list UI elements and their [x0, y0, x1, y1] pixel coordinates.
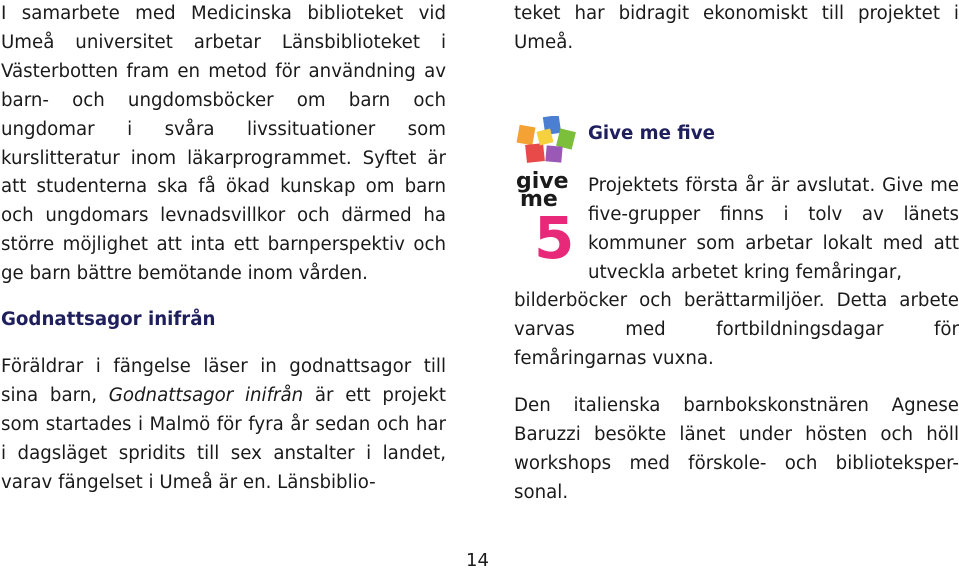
godnattsagor-title-italic: Godnattsagor inifrån — [108, 384, 304, 406]
intro-paragraph: I samarbete med Medicinska biblioteket vid Umeå universitet arbetar Länsbiblioteket i Västerbotten fram en metod för användning av barn- och ungdomsböcker om barn och ungdomar i svåra livssituationer som kurslitteratur inom läkarprogrammet. Syftet är att studenterna ska få ökad kunskap om barn och ungdomars levnadsvillkor och därmed ha större möjlighet att inta ett barnperspektiv och ge barn bättre bemötande inom vården. — [1, 3, 446, 285]
logo-digit-five: 5 — [534, 204, 575, 262]
logo-square-purple — [545, 145, 562, 162]
page-number: 14 — [466, 550, 489, 571]
continuation-paragraph: teket har bidragit ekonomiskt till projektet i Umeå. — [514, 3, 959, 53]
left-column — [1, 0, 446, 498]
right-column — [514, 0, 959, 503]
give-me-five-paragraph-indented: Projektets första år är avslutat. Give me five-grupper finns i tolv av länets kommuner som arbetar lokalt med att utveckla arbetet kring femåringar, — [588, 175, 959, 283]
give-me-five-paragraph-full: bilderböcker och berättarmiljöer. Detta arbete varvas med fortbildningsdagar för femåringarnas vuxna. — [514, 290, 959, 369]
godnattsagor-text-start: Föräldrar i fängelse läser in godnattsagor till sina barn, — [1, 355, 446, 406]
godnattsagor-text-end: är ett projekt som startades i Malmö för fyra år sedan och har i dagsläget spridits till sex anstalter i landet, varav fängelset i Umeå är en. Länsbiblio- — [1, 384, 447, 493]
section-heading-give-me-five: Give me five — [588, 123, 715, 144]
logo-word-give: give — [516, 169, 569, 194]
section-heading-godnattsagor: Godnattsagor inifrån — [1, 309, 216, 331]
agnese-baruzzi-paragraph: Den italienska barnbokskonstnären Agnese Baruzzi besökte länet under hösten och höll workshops med förskole- och biblioteksper-sonal. — [514, 395, 959, 503]
logo-word-me: me — [520, 187, 558, 212]
logo-square-orange — [517, 125, 536, 146]
logo-square-red — [525, 143, 545, 163]
give-me-five-logo — [514, 116, 576, 262]
godnattsagor-paragraph — [1, 353, 446, 498]
